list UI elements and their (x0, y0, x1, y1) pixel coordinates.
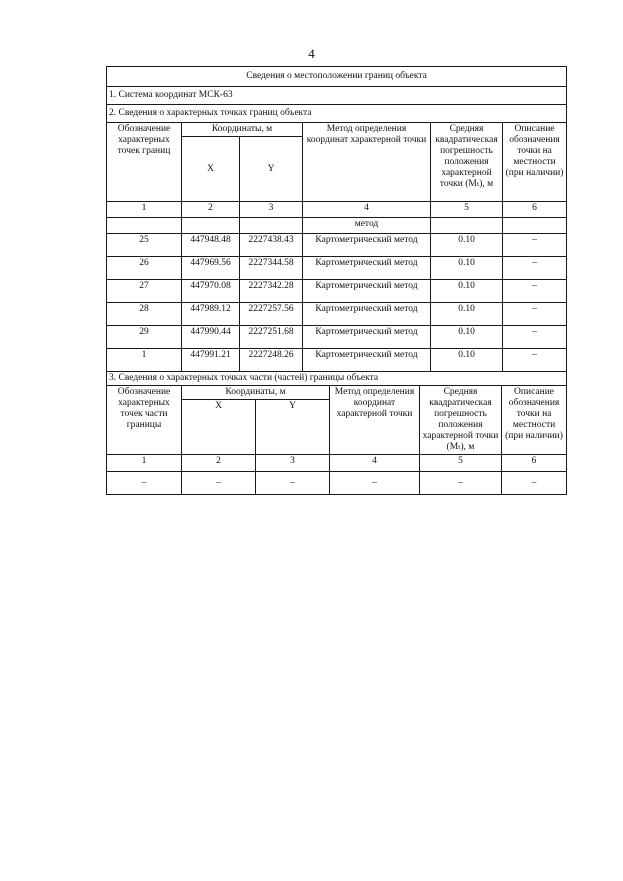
point-description: – (503, 257, 567, 280)
point-error: 0.10 (431, 303, 503, 326)
header-designation: Обозначение характерных точек границ (107, 123, 182, 202)
point-y: 2227438.43 (240, 234, 303, 257)
column-number: 6 (502, 455, 567, 472)
table-cell (503, 218, 567, 234)
point-x: 447948.48 (182, 234, 240, 257)
boundary-points-table (106, 66, 567, 372)
point-method: Картометрический метод (303, 303, 431, 326)
point-error: 0.10 (431, 326, 503, 349)
table-cell (107, 218, 182, 234)
column-number: 2 (182, 202, 240, 218)
section-3-title: 3. Сведения о характерных точках части (частей) границы объекта (107, 372, 567, 386)
point-description: – (503, 326, 567, 349)
column-number: 2 (182, 455, 256, 472)
header-x: X (182, 400, 256, 455)
point-x: 447969.56 (182, 257, 240, 280)
point-x: 447970.08 (182, 280, 240, 303)
point-error: 0.10 (431, 257, 503, 280)
point-description: – (503, 349, 567, 372)
point-method: Картометрический метод (303, 257, 431, 280)
dash-cell: – (502, 472, 567, 495)
column-number: 1 (107, 455, 182, 472)
header-coordinates: Координаты, м (182, 123, 303, 137)
header-y: Y (240, 137, 303, 202)
table-row (107, 472, 567, 495)
section-2-title: 2. Сведения о характерных точках границ объекта (107, 105, 567, 123)
table-cell (431, 218, 503, 234)
header-coordinates: Координаты, м (182, 386, 330, 400)
point-error: 0.10 (431, 349, 503, 372)
point-id: 29 (107, 326, 182, 349)
column-number: 4 (330, 455, 420, 472)
point-y: 2227342.28 (240, 280, 303, 303)
point-description: – (503, 234, 567, 257)
header-x: X (182, 137, 240, 202)
header-method: Метод определения координат характерной точки (330, 386, 420, 455)
point-y: 2227251.68 (240, 326, 303, 349)
table-title: Сведения о местоположении границ объекта (107, 67, 567, 87)
table-row (107, 326, 567, 349)
point-id: 26 (107, 257, 182, 280)
header-y: Y (256, 400, 330, 455)
dash-cell: – (107, 472, 182, 495)
point-method: Картометрический метод (303, 234, 431, 257)
point-method: Картометрический метод (303, 349, 431, 372)
header-method: Метод определения координат характерной точки (303, 123, 431, 202)
table-row (107, 280, 567, 303)
column-number: 5 (420, 455, 502, 472)
dash-cell: – (182, 472, 256, 495)
dash-cell: – (420, 472, 502, 495)
point-x: 447991.21 (182, 349, 240, 372)
page-number: 4 (308, 46, 315, 61)
point-y: 2227248.26 (240, 349, 303, 372)
point-y: 2227344.58 (240, 257, 303, 280)
column-number: 1 (107, 202, 182, 218)
column-number: 5 (431, 202, 503, 218)
point-id: 28 (107, 303, 182, 326)
point-x: 447990.44 (182, 326, 240, 349)
header-designation: Обозначение характерных точек части границы (107, 386, 182, 455)
point-id: 1 (107, 349, 182, 372)
column-number: 6 (503, 202, 567, 218)
table-row (107, 303, 567, 326)
point-id: 25 (107, 234, 182, 257)
point-method: Картометрический метод (303, 280, 431, 303)
header-error: Средняя квадратическая погрешность положения характерной точки (Mₜ), м (431, 123, 503, 202)
point-method: Картометрический метод (303, 326, 431, 349)
table-cell (182, 218, 240, 234)
dash-cell: – (330, 472, 420, 495)
point-description: – (503, 303, 567, 326)
point-x: 447989.12 (182, 303, 240, 326)
boundary-info-sheet (106, 66, 566, 495)
column-number: 3 (240, 202, 303, 218)
table-cell-method: метод (303, 218, 431, 234)
point-error: 0.10 (431, 280, 503, 303)
point-error: 0.10 (431, 234, 503, 257)
point-id: 27 (107, 280, 182, 303)
header-error: Средняя квадратическая погрешность положения характерной точки (Mₜ), м (420, 386, 502, 455)
table-row (107, 257, 567, 280)
point-y: 2227257.56 (240, 303, 303, 326)
table-row (107, 349, 567, 372)
boundary-part-points-table (106, 371, 567, 495)
column-number: 4 (303, 202, 431, 218)
coordinate-system: 1. Система координат МСК-63 (107, 87, 567, 105)
header-description: Описание обозначения точки на местности (при наличии) (502, 386, 567, 455)
header-description: Описание обозначения точки на местности (при наличии) (503, 123, 567, 202)
dash-cell: – (256, 472, 330, 495)
table-row (107, 234, 567, 257)
point-description: – (503, 280, 567, 303)
column-number: 3 (256, 455, 330, 472)
table-cell (240, 218, 303, 234)
